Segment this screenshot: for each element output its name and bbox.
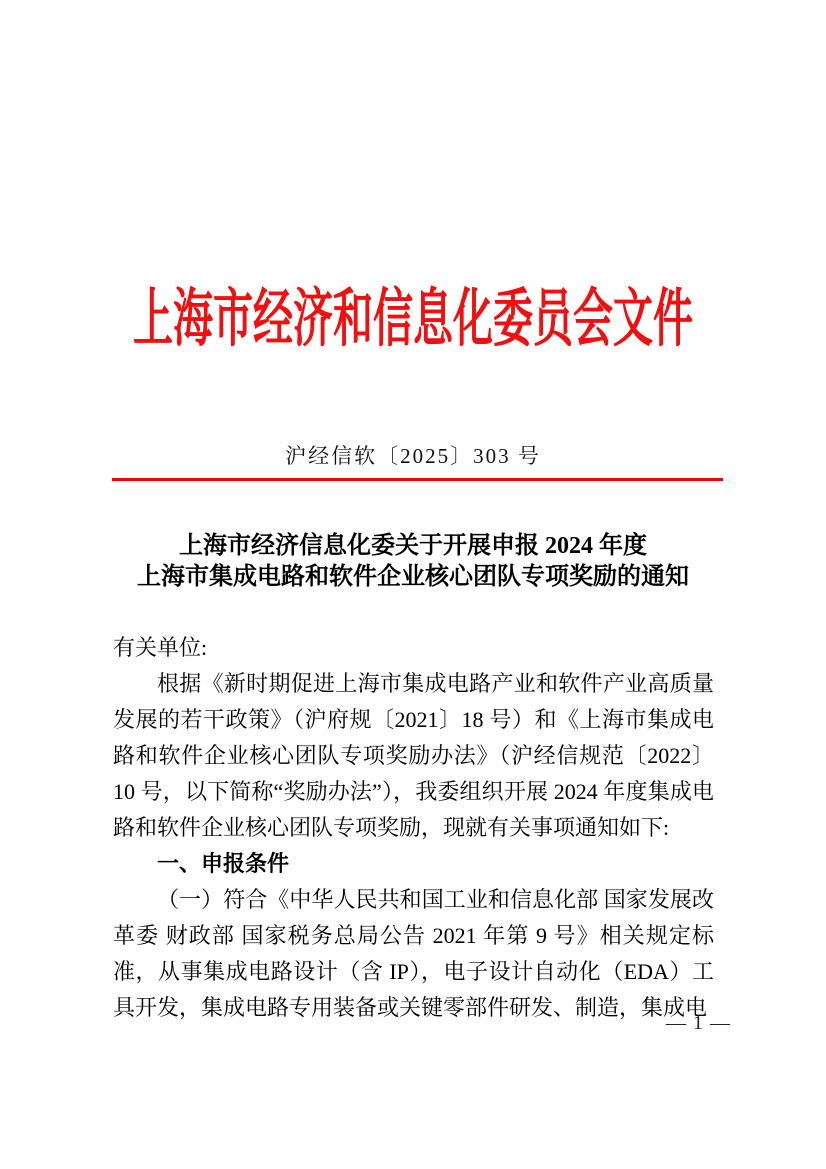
letterhead (0, 282, 826, 368)
condition-item-paragraph: （一）符合《中华人民共和国工业和信息化部 国家发展改革委 财政部 国家税务总局公告 2021 年第 9 号》相关规定标准，从事集成电路设计（含 IP），电子设计自动化（EDA）工具开发，集成电路专用装备或关键零部件研发、制造，集成电 (113, 887, 714, 1020)
letterhead-org-title: 上海市经济和信息化委员会文件 (133, 282, 693, 355)
page-number: — 1 — (666, 1012, 731, 1034)
red-separator-rule (112, 478, 723, 481)
document-title-line2: 上海市集成电路和软件企业核心团队专项奖励的通知 (137, 564, 689, 590)
intro-paragraph: 根据《新时期促进上海市集成电路产业和软件产业高质量发展的若干政策》（沪府规〔2021〕18 号）和《上海市集成电路和软件企业核心团队专项奖励办法》（沪经信规范〔2022〕10 号，以下简称“奖励办法”），我委组织开展 2024 年度集成电路和软件企业核心团队专项奖励，现就有关事项通知如下: (113, 671, 714, 840)
document-title (0, 531, 826, 593)
document-title-line1: 上海市经济信息化委关于开展申报 2024 年度 (179, 533, 647, 559)
document-body (113, 630, 714, 1026)
document-number: 沪经信软〔2025〕303 号 (285, 444, 541, 468)
section-heading-application-conditions: 一、申报条件 (157, 851, 290, 876)
salutation: 有关单位: (113, 635, 208, 660)
